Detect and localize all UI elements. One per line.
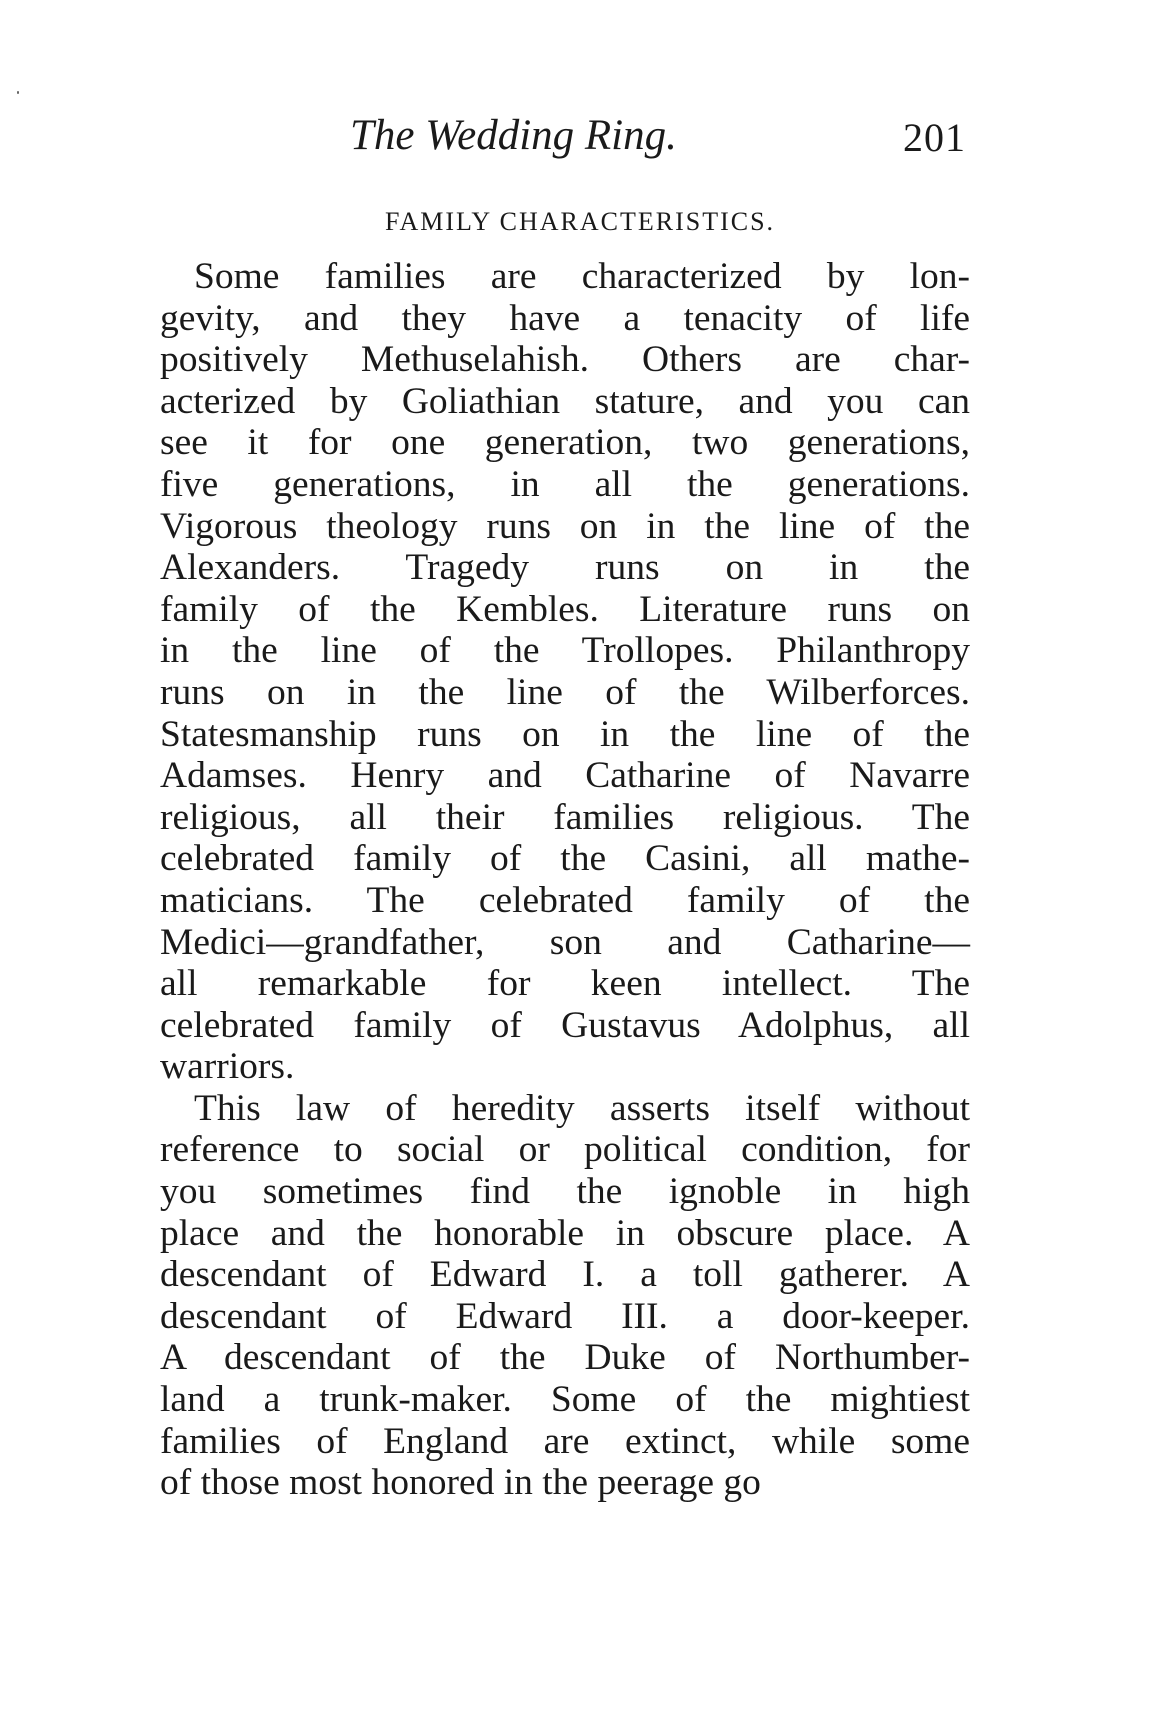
text-line: Adamses. Henry and Catharine of Navarre bbox=[160, 755, 970, 797]
text-line: This law of heredity asserts itself without bbox=[194, 1087, 970, 1129]
paragraph bbox=[160, 1088, 970, 1504]
text-line: gevity, and they have a tenacity of life bbox=[160, 297, 970, 339]
paper-speck bbox=[17, 91, 19, 94]
paragraph bbox=[160, 256, 970, 1088]
text-line: see it for one generation, two generations, bbox=[160, 422, 970, 464]
text-line: Medici—grandfather, son and Catharine— bbox=[160, 921, 970, 963]
text-line: descendant of Edward I. a toll gatherer. A bbox=[160, 1254, 970, 1296]
text-line: land a trunk-maker. Some of the mightiest bbox=[160, 1379, 970, 1421]
text-line: Some families are characterized by lon- bbox=[194, 256, 970, 297]
text-line: runs on in the line of the Wilberforces. bbox=[160, 671, 970, 713]
text-line: celebrated family of the Casini, all mathe- bbox=[160, 838, 970, 880]
text-line: Vigorous theology runs on in the line of the bbox=[160, 505, 970, 547]
body-text bbox=[160, 256, 970, 1504]
text-line: celebrated family of Gustavus Adolphus, all bbox=[160, 1004, 970, 1046]
text-line: all remarkable for keen intellect. The bbox=[160, 963, 970, 1005]
text-line: five generations, in all the generations. bbox=[160, 463, 970, 505]
running-title: The Wedding Ring. bbox=[350, 112, 677, 159]
text-line: you sometimes find the ignoble in high bbox=[160, 1171, 970, 1213]
text-line: descendant of Edward III. a door-keeper. bbox=[160, 1295, 970, 1337]
text-line: religious, all their families religious. The bbox=[160, 796, 970, 838]
text-line: Alexanders. Tragedy runs on in the bbox=[160, 547, 970, 589]
text-line: warriors. bbox=[160, 1046, 295, 1088]
page-number: 201 bbox=[903, 115, 966, 160]
text-line: positively Methuselahish. Others are char- bbox=[160, 339, 970, 381]
text-line: family of the Kembles. Literature runs on bbox=[160, 588, 970, 630]
text-line: Statesmanship runs on in the line of the bbox=[160, 713, 970, 755]
text-line: families of England are extinct, while some bbox=[160, 1420, 970, 1462]
text-line: of those most honored in the peerage go bbox=[160, 1462, 761, 1504]
text-line: acterized by Goliathian stature, and you can bbox=[160, 380, 970, 422]
section-heading: FAMILY CHARACTERISTICS. bbox=[384, 207, 776, 236]
text-line: A descendant of the Duke of Northumber- bbox=[160, 1337, 970, 1379]
text-line: reference to social or political condition, for bbox=[160, 1129, 970, 1171]
text-line: in the line of the Trollopes. Philanthropy bbox=[160, 630, 970, 672]
text-line: place and the honorable in obscure place. A bbox=[160, 1212, 970, 1254]
running-head bbox=[160, 108, 970, 164]
text-line: maticians. The celebrated family of the bbox=[160, 879, 970, 921]
